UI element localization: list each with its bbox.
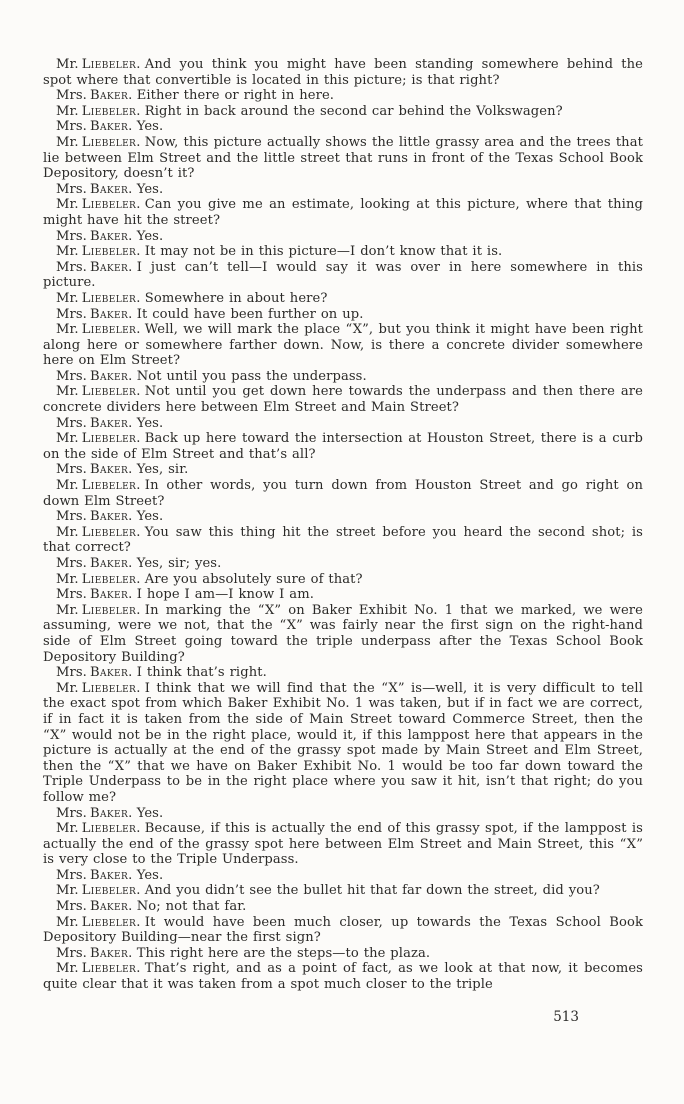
speaker-name: Liebeler. bbox=[81, 680, 141, 696]
dialogue-paragraph bbox=[43, 260, 643, 291]
speaker-prefix: Mr. bbox=[56, 524, 79, 540]
dialogue-paragraph bbox=[43, 603, 643, 665]
speaker-name: Liebeler. bbox=[81, 571, 141, 587]
speaker-name: Baker. bbox=[89, 228, 133, 244]
dialogue-paragraph bbox=[43, 182, 643, 198]
dialogue-text: Right in back around the second car behind the Volkswagen? bbox=[144, 103, 563, 119]
dialogue-paragraph bbox=[43, 587, 643, 603]
dialogue-text: In other words, you turn down from Houston Street and go right on down Elm Street? bbox=[43, 478, 643, 509]
dialogue-paragraph bbox=[43, 104, 643, 120]
dialogue-text: Are you absolutely sure of that? bbox=[144, 571, 363, 587]
dialogue-paragraph bbox=[43, 961, 643, 992]
speaker-prefix: Mr. bbox=[56, 322, 79, 338]
speaker-name: Baker. bbox=[89, 665, 133, 681]
dialogue-paragraph bbox=[43, 431, 643, 462]
dialogue-paragraph bbox=[43, 509, 643, 525]
speaker-prefix: Mrs. bbox=[56, 867, 87, 883]
speaker-prefix: Mrs. bbox=[56, 306, 87, 322]
speaker-name: Baker. bbox=[89, 867, 133, 883]
speaker-name: Baker. bbox=[89, 945, 133, 961]
speaker-prefix: Mrs. bbox=[56, 259, 87, 275]
page-number: 513 bbox=[553, 1008, 579, 1025]
dialogue-paragraph bbox=[43, 883, 643, 899]
dialogue-paragraph bbox=[43, 462, 643, 478]
dialogue-paragraph bbox=[43, 946, 643, 962]
dialogue-paragraph bbox=[43, 88, 643, 104]
speaker-prefix: Mr. bbox=[56, 821, 79, 837]
speaker-prefix: Mr. bbox=[56, 680, 79, 696]
dialogue-text: It would have been much closer, up towards the Texas School Book Depository Building—near the first sign? bbox=[43, 914, 643, 946]
dialogue-paragraph bbox=[43, 322, 643, 369]
speaker-prefix: Mrs. bbox=[56, 556, 87, 571]
dialogue-text: I think that’s right. bbox=[136, 665, 267, 681]
speaker-prefix: Mrs. bbox=[56, 368, 87, 384]
dialogue-paragraph bbox=[43, 291, 643, 307]
speaker-name: Liebeler. bbox=[81, 134, 141, 150]
speaker-prefix: Mrs. bbox=[56, 805, 87, 821]
speaker-prefix: Mrs. bbox=[56, 181, 87, 197]
speaker-name: Baker. bbox=[89, 899, 133, 915]
speaker-name: Liebeler. bbox=[81, 524, 141, 540]
speaker-name: Liebeler. bbox=[81, 197, 141, 213]
speaker-name: Baker. bbox=[89, 587, 133, 603]
speaker-name: Liebeler. bbox=[81, 57, 141, 72]
dialogue-paragraph bbox=[43, 229, 643, 245]
speaker-prefix: Mrs. bbox=[56, 228, 87, 244]
dialogue-text: Yes. bbox=[136, 181, 164, 197]
dialogue-paragraph bbox=[43, 868, 643, 884]
dialogue-paragraph bbox=[43, 307, 643, 323]
dialogue-text: I just can’t tell—I would say it was over in here somewhere in this picture. bbox=[43, 259, 643, 291]
dialogue-text: Yes. bbox=[136, 415, 164, 431]
speaker-name: Baker. bbox=[89, 556, 133, 571]
dialogue-text: Yes. bbox=[136, 509, 164, 525]
dialogue-text: Now, this picture actually shows the little grassy area and the trees that lie between Elm Street and the little street that runs in front of the Texas School Book Depository, doesn’t it? bbox=[43, 134, 643, 182]
speaker-prefix: Mr. bbox=[56, 961, 79, 977]
dialogue-text: It may not be in this picture—I don’t know that it is. bbox=[144, 244, 503, 260]
speaker-name: Baker. bbox=[89, 509, 133, 525]
speaker-prefix: Mr. bbox=[56, 431, 79, 447]
dialogue-paragraph bbox=[43, 384, 643, 415]
speaker-name: Baker. bbox=[89, 119, 133, 135]
dialogue-text: It could have been further on up. bbox=[136, 306, 364, 322]
dialogue-paragraph bbox=[43, 244, 643, 260]
dialogue-text: Yes. bbox=[136, 805, 164, 821]
dialogue-text: Not until you pass the underpass. bbox=[136, 368, 367, 384]
dialogue-paragraph bbox=[43, 197, 643, 228]
testimony-text bbox=[43, 57, 643, 993]
dialogue-text: And you think you might have been standing somewhere behind the spot where that convertible is located in this picture; is that right? bbox=[43, 57, 643, 88]
dialogue-paragraph bbox=[43, 821, 643, 868]
speaker-prefix: Mr. bbox=[56, 244, 79, 260]
speaker-name: Liebeler. bbox=[81, 431, 141, 447]
speaker-prefix: Mrs. bbox=[56, 899, 87, 915]
dialogue-text: Can you give me an estimate, looking at this picture, where that thing might have hit the street? bbox=[43, 197, 643, 228]
speaker-name: Baker. bbox=[89, 88, 133, 104]
speaker-prefix: Mr. bbox=[56, 602, 79, 618]
speaker-name: Baker. bbox=[89, 805, 133, 821]
speaker-name: Baker. bbox=[89, 462, 133, 478]
speaker-name: Liebeler. bbox=[81, 103, 141, 119]
speaker-prefix: Mrs. bbox=[56, 119, 87, 135]
dialogue-text: Well, we will mark the place “X”, but you think it might have been right along here or somewhere farther down. Now, is there a concrete divider somewhere here on Elm Street? bbox=[43, 322, 643, 369]
dialogue-text: This right here are the steps—to the plaza. bbox=[136, 945, 431, 961]
dialogue-paragraph bbox=[43, 478, 643, 509]
dialogue-text: Yes, sir. bbox=[136, 462, 189, 478]
speaker-name: Liebeler. bbox=[81, 914, 141, 930]
dialogue-text: Yes. bbox=[136, 228, 164, 244]
dialogue-paragraph bbox=[43, 572, 643, 588]
speaker-prefix: Mrs. bbox=[56, 509, 87, 525]
speaker-name: Liebeler. bbox=[81, 602, 141, 618]
dialogue-text: Yes. bbox=[136, 119, 164, 135]
dialogue-text: And you didn’t see the bullet hit that far down the street, did you? bbox=[144, 883, 600, 899]
dialogue-text: Somewhere in about here? bbox=[144, 290, 328, 306]
speaker-name: Liebeler. bbox=[81, 290, 141, 306]
speaker-name: Liebeler. bbox=[81, 478, 141, 494]
dialogue-paragraph bbox=[43, 369, 643, 385]
speaker-prefix: Mr. bbox=[56, 478, 79, 494]
dialogue-text: No; not that far. bbox=[136, 899, 247, 915]
speaker-prefix: Mr. bbox=[56, 384, 79, 400]
dialogue-text: Not until you get down here towards the underpass and then there are concrete dividers here between Elm Street and Main Street? bbox=[43, 384, 643, 416]
speaker-name: Baker. bbox=[89, 415, 133, 431]
speaker-name: Liebeler. bbox=[81, 244, 141, 260]
speaker-prefix: Mrs. bbox=[56, 462, 87, 478]
page-number-row bbox=[43, 1010, 643, 1026]
speaker-prefix: Mrs. bbox=[56, 945, 87, 961]
dialogue-paragraph bbox=[43, 681, 643, 806]
speaker-name: Liebeler. bbox=[81, 322, 141, 338]
dialogue-text: Yes, sir; yes. bbox=[136, 556, 222, 571]
speaker-prefix: Mrs. bbox=[56, 665, 87, 681]
dialogue-text: Yes. bbox=[136, 867, 164, 883]
speaker-name: Baker. bbox=[89, 181, 133, 197]
speaker-prefix: Mr. bbox=[56, 914, 79, 930]
dialogue-text: Back up here toward the intersection at Houston Street, there is a curb on the side of Elm Street and that’s all? bbox=[43, 431, 643, 462]
speaker-name: Liebeler. bbox=[81, 821, 141, 837]
speaker-name: Baker. bbox=[89, 306, 133, 322]
dialogue-paragraph bbox=[43, 665, 643, 681]
dialogue-text: That’s right, and as a point of fact, as we look at that now, it becomes quite clear that it was taken from a spot much closer to the triple bbox=[43, 961, 643, 993]
dialogue-paragraph bbox=[43, 135, 643, 182]
dialogue-paragraph bbox=[43, 119, 643, 135]
dialogue-paragraph bbox=[43, 915, 643, 946]
speaker-name: Liebeler. bbox=[81, 384, 141, 400]
dialogue-paragraph bbox=[43, 899, 643, 915]
speaker-name: Liebeler. bbox=[81, 883, 141, 899]
speaker-prefix: Mrs. bbox=[56, 587, 87, 603]
speaker-prefix: Mr. bbox=[56, 571, 79, 587]
speaker-prefix: Mr. bbox=[56, 134, 79, 150]
speaker-prefix: Mr. bbox=[56, 290, 79, 306]
dialogue-text: I hope I am—I know I am. bbox=[136, 587, 314, 603]
speaker-prefix: Mr. bbox=[56, 103, 79, 119]
dialogue-text: In marking the “X” on Baker Exhibit No. 1 that we marked, we were assuming, were we not, that the “X” was fairly near the first sign on the right-hand side of Elm Street going toward the triple underpass after the Texas School Book Depository Building? bbox=[43, 602, 643, 665]
dialogue-paragraph bbox=[43, 525, 643, 556]
dialogue-paragraph bbox=[43, 556, 643, 572]
dialogue-paragraph bbox=[43, 57, 643, 88]
speaker-name: Baker. bbox=[89, 259, 133, 275]
dialogue-paragraph bbox=[43, 416, 643, 432]
speaker-name: Baker. bbox=[89, 368, 133, 384]
dialogue-text: You saw this thing hit the street before you heard the second shot; is that correct? bbox=[43, 524, 643, 556]
speaker-prefix: Mr. bbox=[56, 197, 79, 213]
speaker-prefix: Mrs. bbox=[56, 88, 87, 104]
dialogue-text: Either there or right in here. bbox=[136, 88, 335, 104]
speaker-prefix: Mrs. bbox=[56, 415, 87, 431]
speaker-name: Liebeler. bbox=[81, 961, 141, 977]
dialogue-text: Because, if this is actually the end of this grassy spot, if the lamppost is actually the end of the grassy spot here between Elm Street and Main Street, this “X” is very close to the Triple Underpass. bbox=[43, 821, 643, 868]
dialogue-text: I think that we will find that the “X” is—well, it is very difficult to tell the exact spot from which Baker Exhibit No. 1 was taken, but if in fact we are correct, if in fact it is taken from the side of Main Street toward Commerce Street, then the “X” would not be in the right place, would it, if this lamppost here that appears in the picture is actually at the end of the grassy spot made by Main Street and Elm Street, then the “X” that we have on Baker Exhibit No. 1 would be too far down toward the Triple Underpass to be in the right place where you saw it hit, isn’t that right; do you follow me? bbox=[43, 680, 643, 805]
dialogue-paragraph bbox=[43, 806, 643, 822]
speaker-prefix: Mr. bbox=[56, 883, 79, 899]
speaker-prefix: Mr. bbox=[56, 57, 79, 72]
